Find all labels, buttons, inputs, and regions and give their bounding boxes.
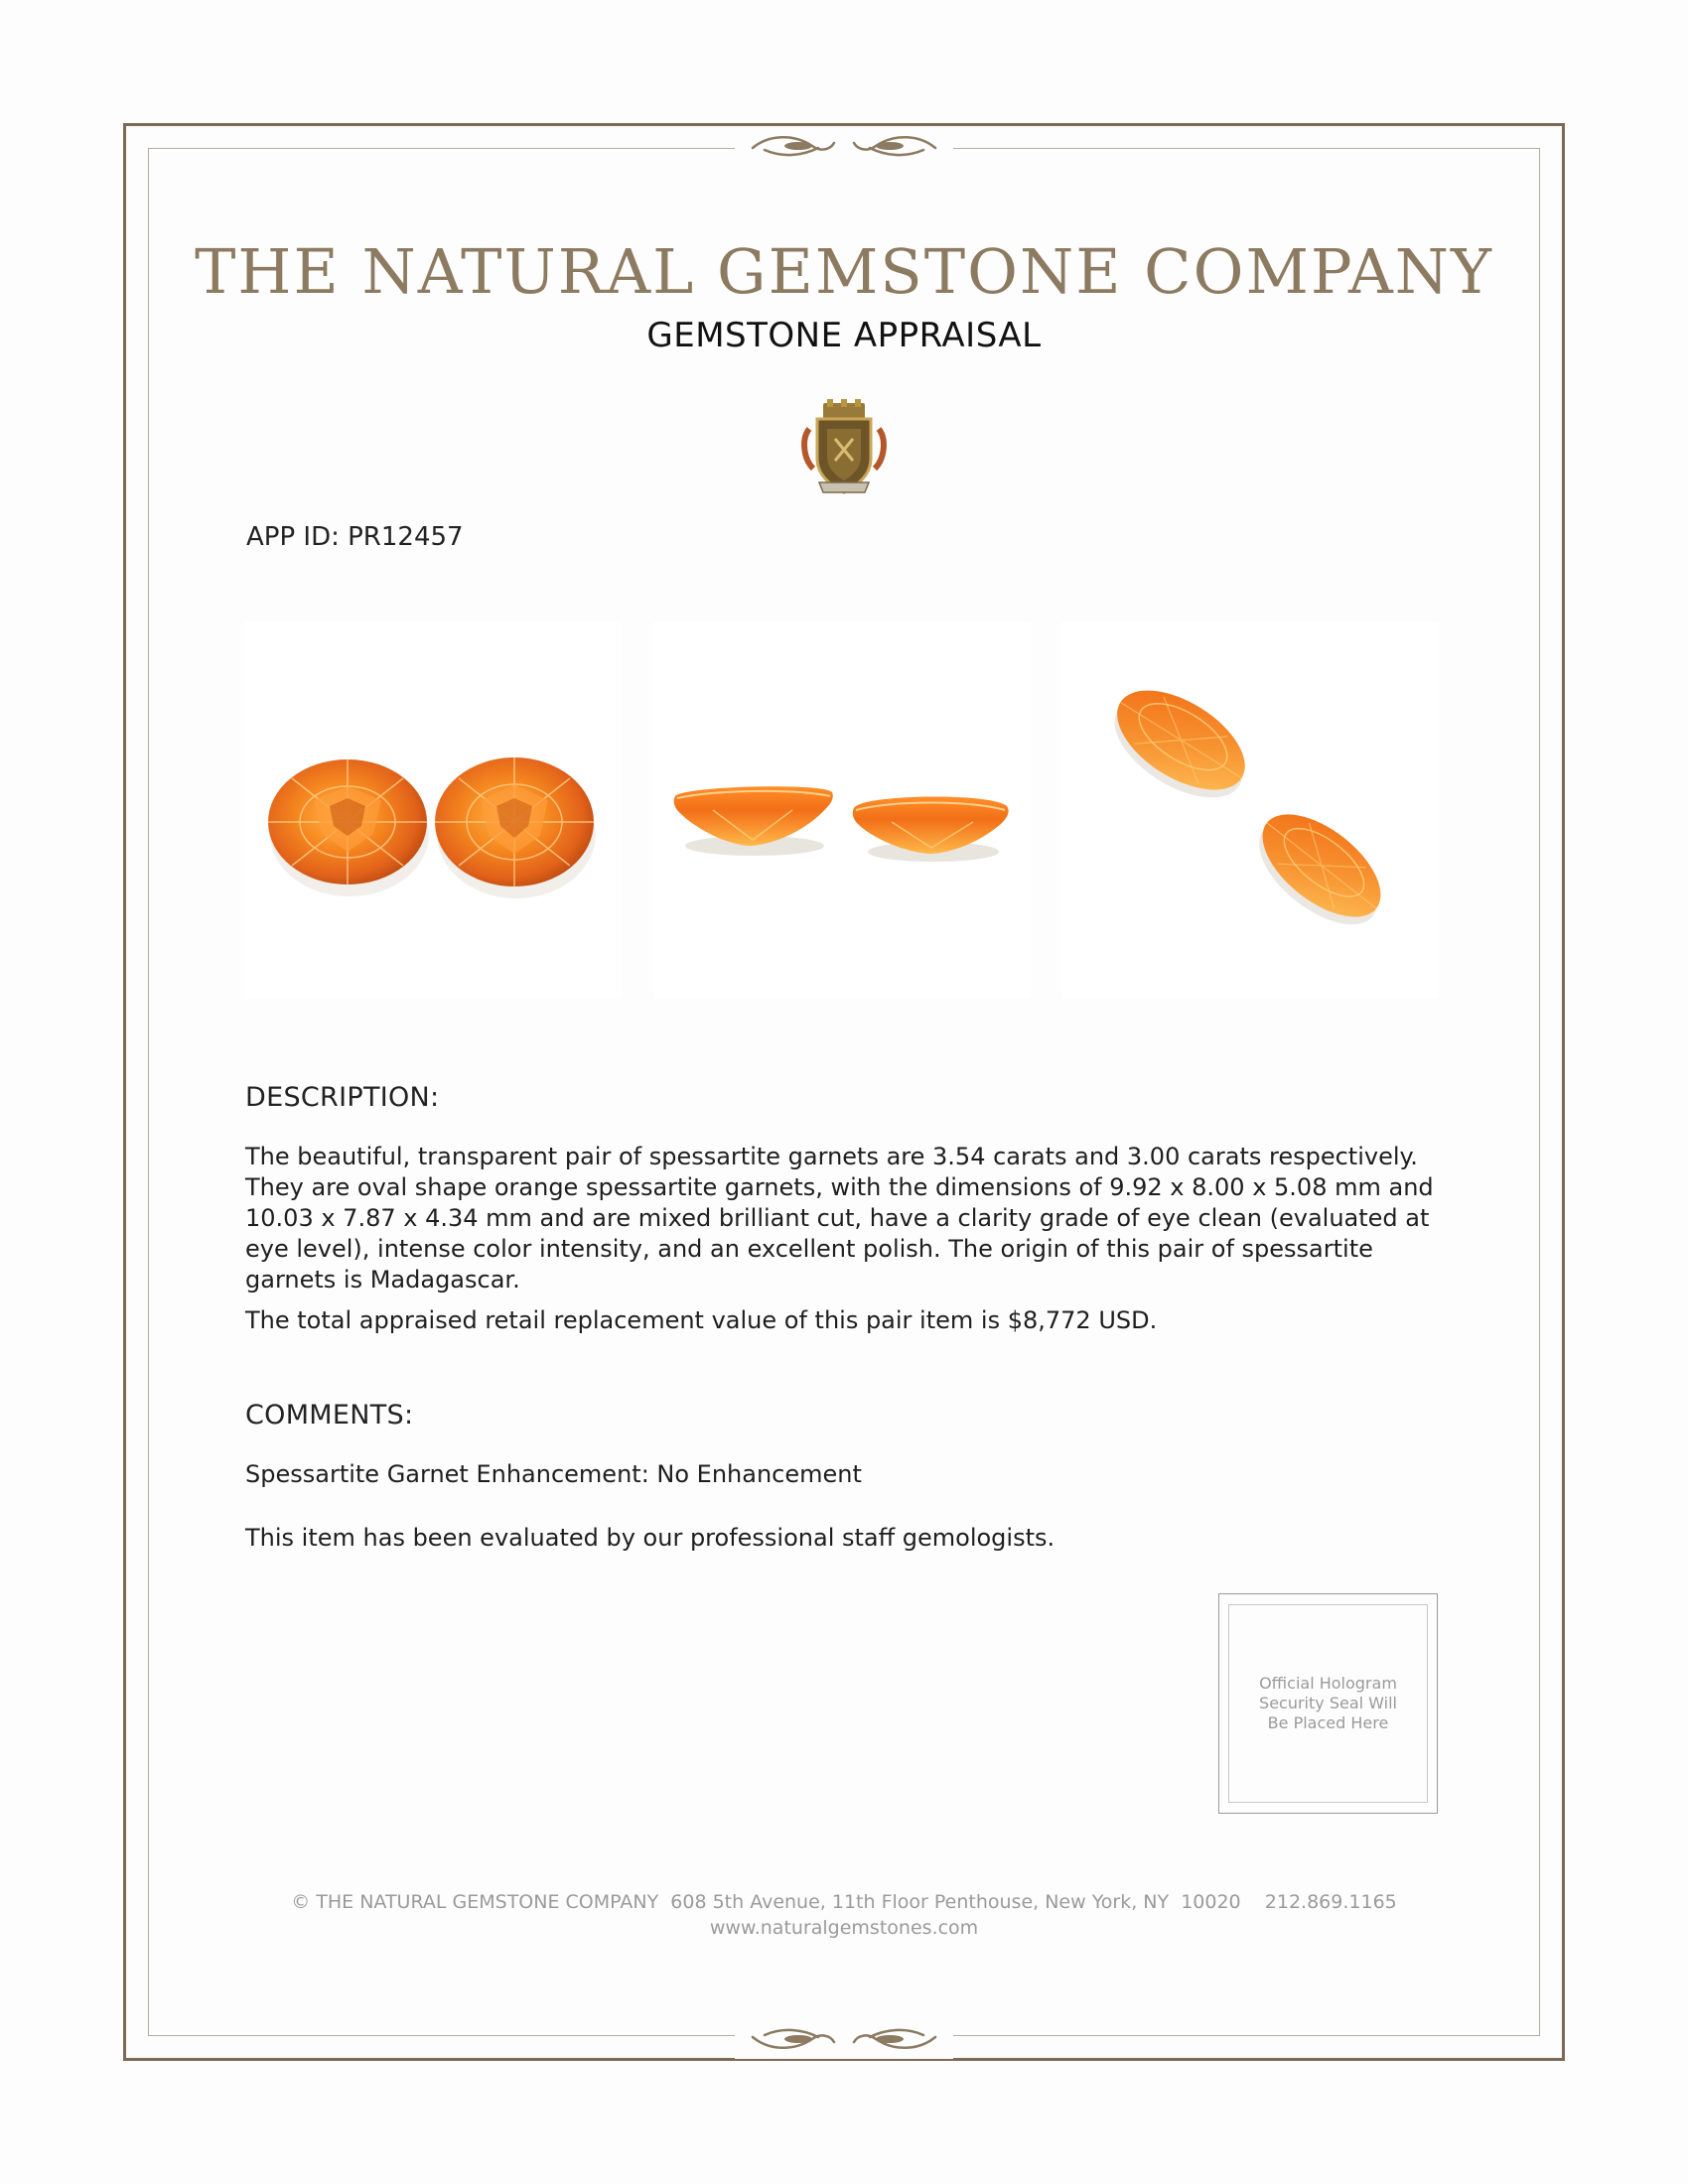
hologram-seal-inner-box xyxy=(1228,1604,1428,1803)
top-flourish-ornament-icon xyxy=(735,126,953,170)
appraised-value-text: The total appraised retail replacement value of this pair item is $8,772 USD. xyxy=(245,1306,1158,1334)
document-title: GEMSTONE APPRAISAL xyxy=(646,316,1042,355)
appraisal-id: APP ID: PR12457 xyxy=(246,522,464,552)
gem-pair-top-view-photo xyxy=(244,621,622,999)
gem-pair-side-view-photo xyxy=(653,621,1031,999)
footer-address: © THE NATURAL GEMSTONE COMPANY 608 5th Avenue, 11th Floor Penthouse, New York, NY 10020 212.869.1165 xyxy=(291,1891,1397,1913)
crest-logo-icon xyxy=(799,399,889,498)
bottom-flourish-ornament-icon xyxy=(735,2015,953,2059)
description-paragraph: The beautiful, transparent pair of spessartite garnets are 3.54 carats and 3.00 carats respectively. They are oval shape orange spessartite garnets, with the dimensions of 9.92 x 8.00 x 5.08 mm and 10.03 x 7.87 x 4.34 mm and are mixed brilliant cut, have a clarity grade of eye clean (evaluated at eye level), intense color intensity, and an excellent polish. The origin of this pair of spessartite garnets is Madagascar. xyxy=(245,1143,1434,1294)
enhancement-comment: Spessartite Garnet Enhancement: No Enhancement xyxy=(245,1460,862,1488)
gem-pair-angled-view-photo xyxy=(1061,621,1439,999)
hologram-seal-text: Official Hologram Security Seal Will Be Placed Here xyxy=(1259,1674,1397,1732)
footer-website: www.naturalgemstones.com xyxy=(709,1917,979,1939)
company-name-title: THE NATURAL GEMSTONE COMPANY xyxy=(195,235,1493,308)
evaluation-comment: This item has been evaluated by our professional staff gemologists. xyxy=(245,1524,1055,1552)
description-heading: DESCRIPTION: xyxy=(245,1082,440,1113)
comments-heading: COMMENTS: xyxy=(245,1400,414,1431)
